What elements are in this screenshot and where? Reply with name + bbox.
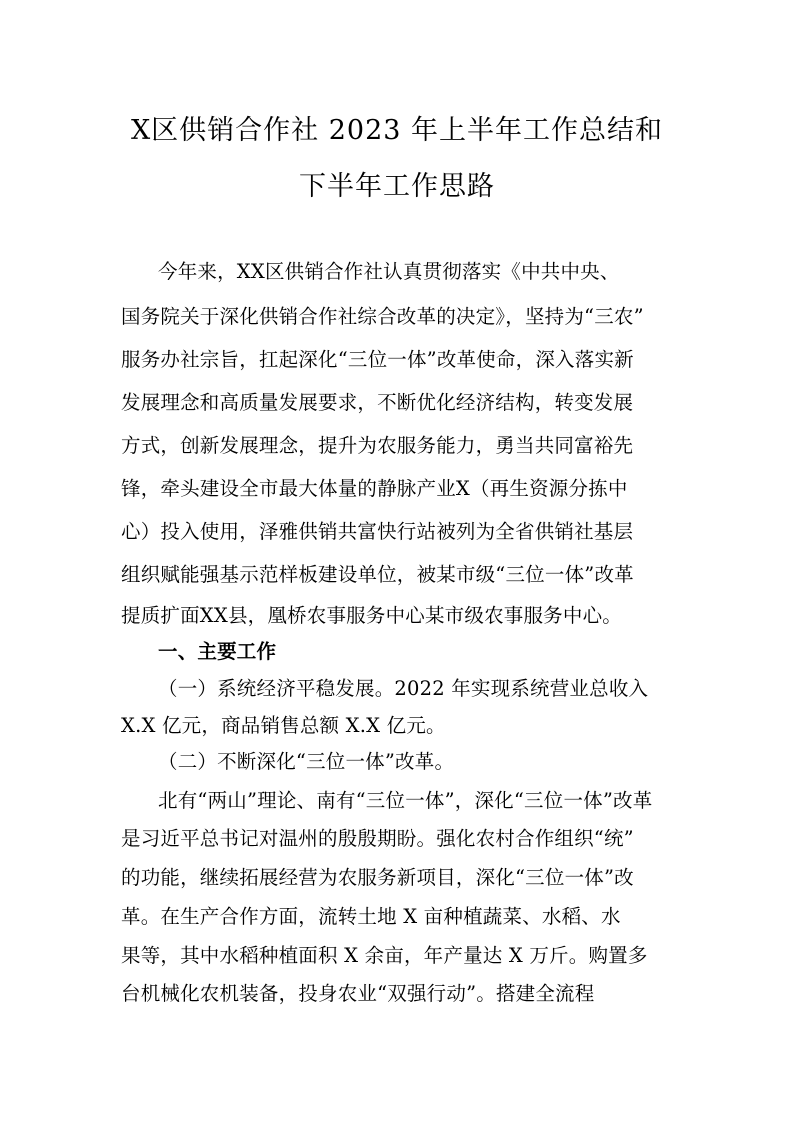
paragraph-line: 的功能，继续拓展经营为农服务新项目，深化“三位一体”改 xyxy=(121,866,634,889)
document-title-line-2: 下半年工作思路 xyxy=(299,171,495,202)
paragraph-line: 提质扩面XX县，凰桥农事服务中心某市级农事服务中心。 xyxy=(121,604,622,627)
paragraph-line: 是习近平总书记对温州的殷殷期盼。强化农村合作组织“统” xyxy=(121,827,634,850)
paragraph-line: 服务办社宗旨，扛起深化“三位一体”改革使命，深入落实新 xyxy=(121,348,634,371)
paragraph-line: 台机械化农机装备，投身农业“双强行动”。搭建全流程 xyxy=(121,982,595,1005)
document-title-line-1: X区供销合作社 2023 年上半年工作总结和 xyxy=(130,115,664,146)
paragraph-line: 今年来，XX区供销合作社认真贯彻落实《中共中央、 xyxy=(158,260,620,283)
paragraph-line: 锋，牵头建设全市最大体量的静脉产业X（再生资源分拣中 xyxy=(121,477,628,500)
paragraph-line: 方式，创新发展理念，提升为农服务能力，勇当共同富裕先 xyxy=(121,434,634,457)
paragraph-line: 革。在生产合作方面，流转土地 X 亩种植蔬菜、水稻、水 xyxy=(121,905,621,928)
paragraph-line: 组织赋能强基示范样板建设单位，被某市级“三位一体”改革 xyxy=(121,563,634,586)
paragraph-line: X.X 亿元，商品销售总额 X.X 亿元。 xyxy=(121,714,446,737)
subheading-system-economy: （一）系统经济平稳发展。2022 年实现系统营业总收入 xyxy=(158,677,649,700)
subheading-three-in-one-reform: （二）不断深化“三位一体”改革。 xyxy=(158,750,455,773)
paragraph-line: 心）投入使用，泽雅供销共富快行站被列为全省供销社基层 xyxy=(121,520,634,543)
paragraph-line: 北有“两山”理论、南有“三位一体”，深化“三位一体”改革 xyxy=(158,789,653,812)
paragraph-line: 发展理念和高质量发展要求，不断优化经济结构，转变发展 xyxy=(121,391,634,414)
paragraph-line: 果等，其中水稻种植面积 X 余亩，年产量达 X 万斤。购置多 xyxy=(121,944,648,967)
section-heading-main-work: 一、主要工作 xyxy=(158,640,277,663)
paragraph-line: 国务院关于深化供销合作社综合改革的决定》，坚持为“三农” xyxy=(121,305,644,328)
